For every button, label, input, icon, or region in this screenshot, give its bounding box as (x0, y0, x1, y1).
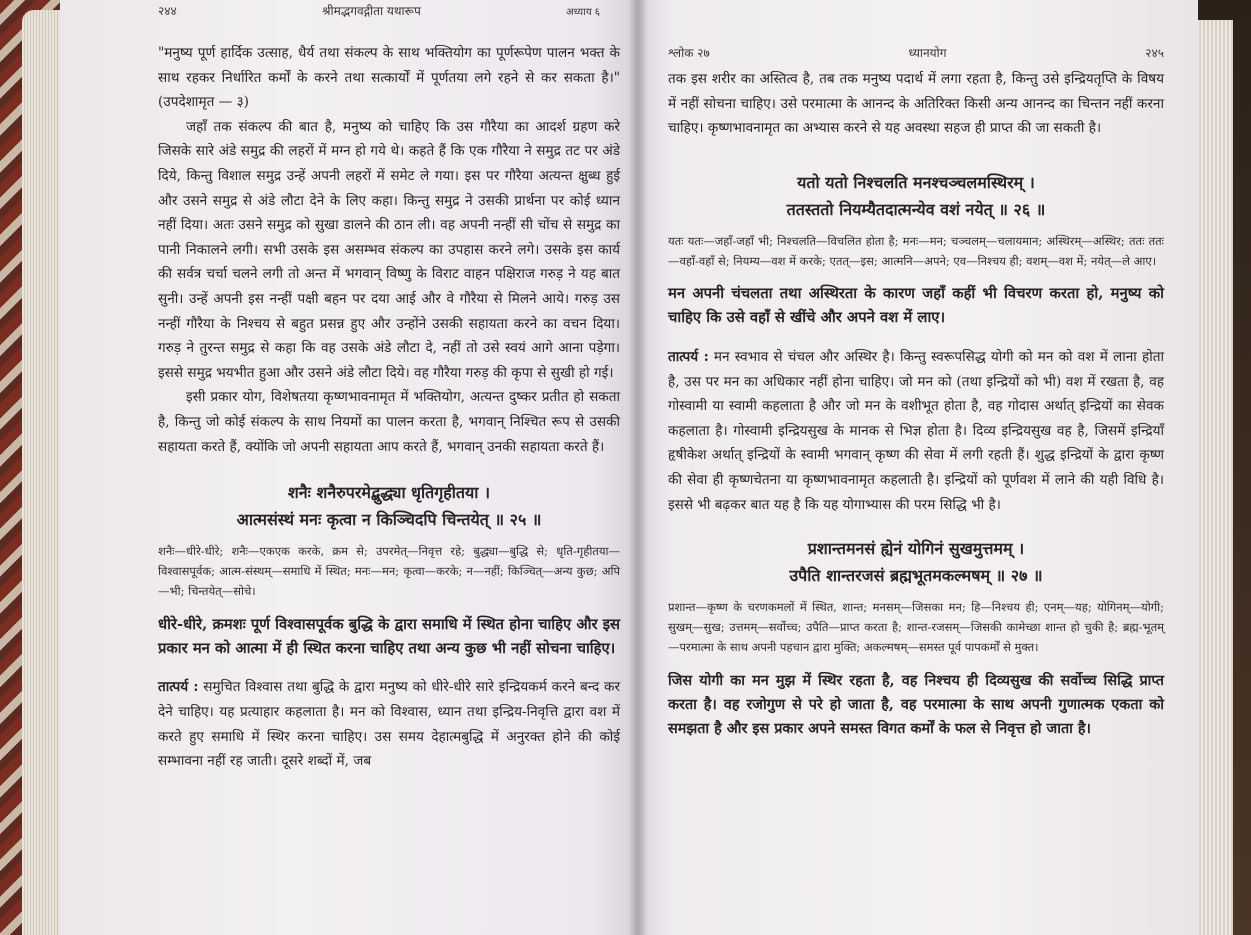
verse-25-line-2: आत्मसंस्थं मनः कृत्वा न किञ्चिदपि चिन्तयेत् ॥ २५ ॥ (236, 510, 542, 530)
book-gutter-shadow (628, 0, 648, 935)
verse-25 (158, 479, 620, 533)
left-page-number: २४४ (158, 4, 177, 18)
right-page-number: २४५ (1145, 46, 1164, 60)
chapter-marker: अध्याय ६ (566, 7, 600, 18)
verse-26-line-1: यतो यतो निश्चलति मनश्चञ्चलमस्थिरम् । (797, 172, 1035, 192)
verse-26-translation: मन अपनी चंचलता तथा अस्थिरता के कारण जहाँ कहीं भी विचरण करता हो, मनुष्य को चाहिए कि उसे वहाँ से खींचे और अपने वश में लाए। (668, 285, 1164, 327)
verse-25-translation: धीरे-धीरे, क्रमशः पूर्ण विश्वासपूर्वक बुद्धि के द्वारा समाधि में स्थित होना चाहिए और इस प्रकार मन को आत्मा में ही स्थित करना चाहिए तथा अन्य कुछ भी नहीं सोचना चाहिए। (158, 615, 620, 657)
verse-26 (668, 169, 1164, 223)
right-page-header (668, 44, 1164, 61)
verse-25-word-meaning: शनैः—धीरे-धीरे; शनैः—एकएक करके, क्रम से; उपरमेत्—निवृत्त रहे; बुद्ध्या—बुद्धि से; धृति-गृहीतया—विश्वासपूर्वक; आत्म-संस्थम्—समाधि में स्थित; मनः—मन; कृत्वा—करके; न—नहीं; किञ्चित्—अन्य कुछ; अपि—भी; चिन्तयेत्—सोचे। (158, 544, 620, 599)
verse-26-purport (668, 345, 1164, 517)
determination-paragraph: इसी प्रकार योग, विशेषतया कृष्णभावनामृत में भक्तियोग, अत्यन्त दुष्कर प्रतीत हो सकता है, किन्तु जो कोई संकल्प के साथ नियमों का पालन करता है, भगवान् निश्चित रूप से उसकी सहायता करते हैं, क्योंकि जो अपनी सहायता आप करते हैं, भगवान् उनकी सहायता करते हैं। (158, 389, 620, 455)
verse-27-line-1: प्रशान्तमनसं ह्येनं योगिनं सुखमुत्तमम् । (807, 539, 1025, 559)
verse-reference: श्लोक २७ (668, 46, 710, 60)
verse-27-word-meaning: प्रशान्त—कृष्ण के चरणकमलों में स्थित, शान्त; मनसम्—जिसका मन; हि—निश्चय ही; एनम्—यह; योगिनम्—योगी; सुखम्—सुख; उत्तमम्—सर्वोच्च; उपैति—प्राप्त करता है; शान्त-रजसम्—जिसकी कामेच्छा शान्त हो चुकी है; ब्रह्म-भूतम्—परमात्मा के साथ अपनी पहचान द्वारा मुक्ति; अकल्मषम्—समस्त पूर्व पापकर्मों से मुक्त। (668, 600, 1164, 655)
verse-26-word-meaning: यतः यतः—जहाँ-जहाँ भी; निश्चलति—विचलित होता है; मनः—मन; चञ्चलम्—चलायमान; अस्थिरम्—अस्थिर; ततः ततः—वहाँ-वहाँ से; नियम्य—वश में करके; एतत्—इस; आत्मनि—अपने; एव—निश्चय ही; वशम्—वश में; नयेत्—ले आए। (668, 233, 1164, 268)
verse-27-translation: जिस योगी का मन मुझ में स्थिर रहता है, वह निश्चय ही दिव्यसुख की सर्वोच्च सिद्धि प्राप्त करता है। वह रजोगुण से परे हो जाता है, वह परमात्मा के साथ अपनी गुणात्मक एकता को समझता है और इस प्रकार अपने समस्त विगत कर्मों के फल से निवृत्त हो जाता है। (668, 671, 1164, 737)
left-page (60, 0, 638, 935)
verse-25-purport (158, 675, 620, 773)
verse-27 (668, 535, 1164, 589)
sparrow-story-paragraph: जहाँ तक संकल्प की बात है, मनुष्य को चाहिए कि उस गौरैया का आदर्श ग्रहण करे जिसके सारे अंडे समुद्र की लहरों में मग्न हो गये थे। कहते हैं कि एक गौरैया ने समुद्र तट पर अंडे दिये, किन्तु विशाल समुद्र उन्हें अपनी लहरों में समेट ले गया। इस पर गौरैया अत्यन्त क्षुब्ध हुई और उसने समुद्र से अंडे लौटा देने के लिए कहा। किन्तु समुद्र ने उसकी प्रार्थना पर कोई ध्यान नहीं दिया। अतः उसने समुद्र को सुखा डालने की ठान ली। वह अपनी नन्हीं सी चोंच से समुद्र का पानी निकालने लगी। सभी उसके इस असम्भव संकल्प का उपहास करने लगे। उसके इस कार्य की सर्वत्र चर्चा चलने लगी तो अन्त में भगवान् विष्णु के विराट वाहन पक्षिराज गरुड़ ने यह बात सुनी। उन्हें अपनी इस नन्हीं पक्षी बहन पर दया आई और वे गौरैया से मिलने आये। गरुड़ उस नन्हीं गौरैया के निश्चय से बहुत प्रसन्न हुए और उन्होंने उसकी सहायता करने का वचन दिया। गरुड़ ने तुरन्त समुद्र से कहा कि वह उसके अंडे लौटा दे, नहीं तो उसे स्वयं आगे आना पड़ेगा। इससे समुद्र भयभीत हुआ और उसने अंडे लौटा दिये। वह गौरैया गरुड़ की कृपा से सुखी हो गई। (158, 118, 620, 381)
right-page (638, 0, 1198, 935)
chapter-title: ध्यानयोग (908, 46, 947, 60)
verse-27-line-2: उपैति शान्तरजसं ब्रह्मभूतमकल्मषम् ॥ २७ ॥ (789, 566, 1043, 586)
verse-25-line-1: शनैः शनैरुपरमेद्बुद्ध्या धृतिगृहीतया । (287, 483, 491, 503)
verse-26-purport-text: मन स्वभाव से चंचल और अस्थिर है। किन्तु स्वरूपसिद्ध योगी को मन को वश में लाना होता है, उस पर मन का अधिकार नहीं होना चाहिए। जो मन को (तथा इन्द्रियों को भी) वश में रखता है, वह गोस्वामी या स्वामी कहलाता है और जो मन के वशीभूत होता है, वह गोदास अर्थात् इन्द्रियों का सेवक कहलाता है। गोस्वामी इन्द्रियसुख के मानक से भिज्ञ होता है। दिव्य इन्द्रियसुख वह है, जिसमें इन्द्रियाँ हृषीकेश अर्थात् इन्द्रियों के स्वामी भगवान् कृष्ण की सेवा में लगी रहती हैं। शुद्ध इन्द्रियों के द्वारा कृष्ण की सेवा ही कृष्णचेतना या कृष्णभावनामृत कहलाती है। इन्द्रियों को पूर्णवश में लाने की यही विधि है। इससे भी बढ़कर बात यह है कि यह योगाभ्यास की परम सिद्धि भी है। (668, 349, 1164, 513)
purport-label-right: तात्पर्य : (668, 349, 709, 366)
upadeshamrita-quote: "मनुष्य पूर्ण हार्दिक उत्साह, धैर्य तथा संकल्प के साथ भक्तियोग का पूर्णरूपेण पालन भक्त के साथ रहकर निर्धारित कर्मों के करने तथा सत्कार्यों में पूर्णतया लगे रहने से कर सकता है।" (उपदेशामृत — ३) (158, 45, 620, 111)
continuation-paragraph: तक इस शरीर का अस्तित्व है, तब तक मनुष्य पदार्थ में लगा रहता है, किन्तु उसे इन्द्रियतृप्ति के विषय में नहीं सोचना चाहिए। उसे परमात्मा के आनन्द के अतिरिक्त किसी अन्य आनन्द का चिन्तन नहीं करना चाहिए। कृष्णभावनामृत का अभ्यास करने से यह अवस्था सहज ही प्राप्त की जा सकती है। (668, 71, 1164, 137)
verse-25-purport-text: समुचित विश्वास तथा बुद्धि के द्वारा मनुष्य को धीरे-धीरे सारे इन्द्रियकर्म करने बन्द कर देने चाहिए। यह प्रत्याहार कहलाता है। मन को विश्वास, ध्यान तथा इन्द्रिय-निवृत्ति द्वारा वश में करते हुए समाधि में स्थिर करना चाहिए। उस समय देहात्मबुद्धि में अनुरक्त होने की कोई सम्भावना नहीं रह जाती। दूसरे शब्दों में, जब (158, 679, 621, 770)
book-title: श्रीमद्भगवद्गीता यथारूप (321, 4, 421, 18)
verse-26-line-2: ततस्ततो नियम्यैतदात्मन्येव वशं नयेत् ॥ २६ ॥ (786, 199, 1046, 219)
purport-label: तात्पर्य : (158, 679, 199, 696)
left-page-header (158, 2, 620, 19)
